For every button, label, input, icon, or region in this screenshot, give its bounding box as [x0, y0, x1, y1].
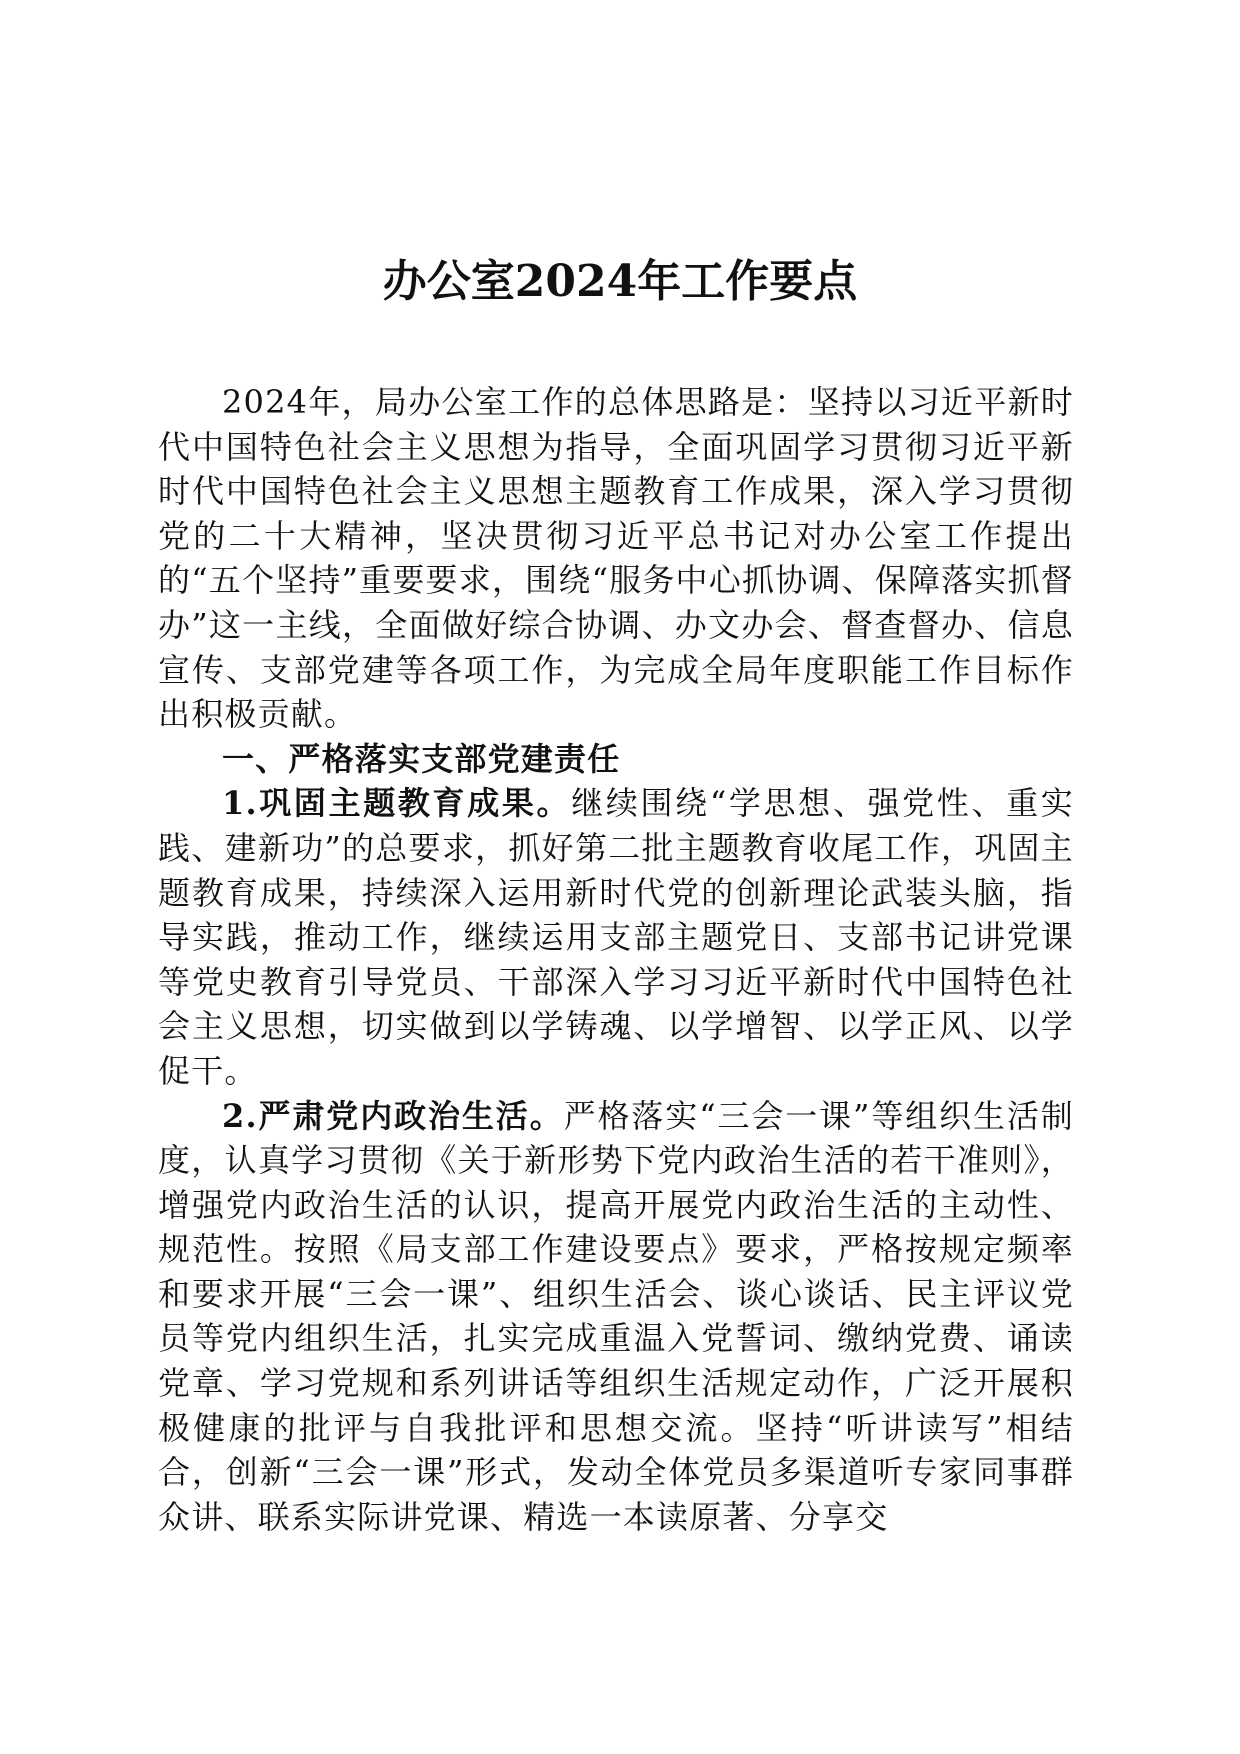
item-2-lead: 2.严肃党内政治生活。 [222, 1096, 564, 1135]
document-title: 办公室2024年工作要点 [382, 256, 858, 307]
document-body [158, 380, 1074, 1539]
section-heading-1: 一、严格落实支部党建责任 [222, 739, 621, 778]
item-1-text: 继续围绕“学思想、强党性、重实践、建新功”的总要求，抓好第二批主题教育收尾工作，巩固主题教育成果，持续深入运用新时代党的创新理论武装头脑，指导实践，推动工作，继续运用支部主题党日、支部书记讲党课等党史教育引导党员、干部深入学习习近平新时代中国特色社会主义思想，切实做到以学铸魂、以学增智、以学正风、以学促干。 [158, 784, 1074, 1090]
item-1-lead: 1.巩固主题教育成果。 [222, 784, 572, 823]
item-paragraph-1 [158, 781, 1074, 1093]
item-paragraph-2 [158, 1094, 1074, 1540]
item-2-text: 严格落实“三会一课”等组织生活制度，认真学习贯彻《关于新形势下党内政治生活的若干准则》，增强党内政治生活的认识，提高开展党内政治生活的主动性、规范性。按照《局支部工作建设要点》要求，严格按规定频率和要求开展“三会一课”、组织生活会、谈心谈话、民主评议党员等党内组织生活，扎实完成重温入党誓词、缴纳党费、诵读党章、学习党规和系列讲话等组织生活规定动作，广泛开展积极健康的批评与自我批评和思想交流。坚持“听讲读写”相结合，创新“三会一课”形式，发动全体党员多渠道听专家同事群众讲、联系实际讲党课、精选一本读原著、分享交 [158, 1096, 1075, 1536]
intro-paragraph: 2024年，局办公室工作的总体思路是：坚持以习近平新时代中国特色社会主义思想为指导，全面巩固学习贯彻习近平新时代中国特色社会主义思想主题教育工作成果，深入学习贯彻党的二十大精神，坚决贯彻习近平总书记对办公室工作提出的“五个坚持”重要要求，围绕“服务中心抓协调、保障落实抓督办”这一主线，全面做好综合协调、办文办会、督查督办、信息宣传、支部党建等各项工作，为完成全局年度职能工作目标作出积极贡献。 [158, 383, 1074, 734]
